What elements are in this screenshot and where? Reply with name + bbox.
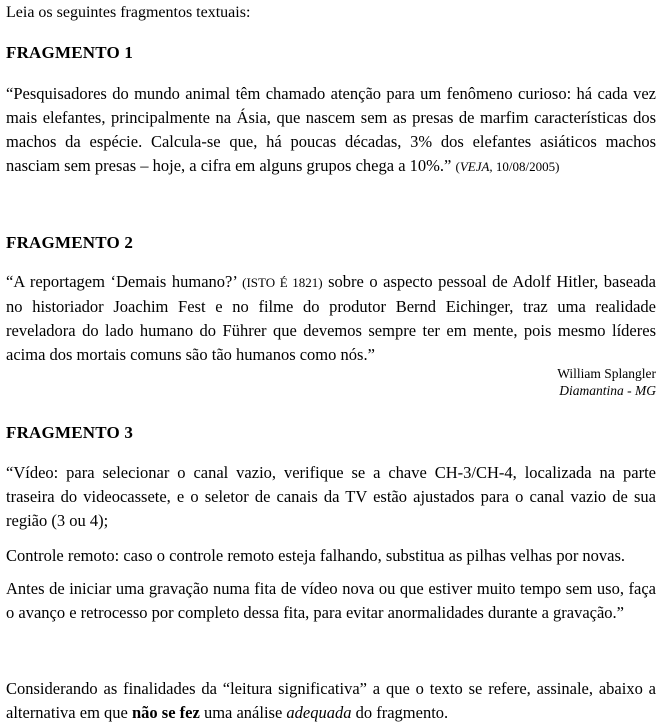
fragment-3-paragraph-3: Antes de iniciar uma gravação numa fita de vídeo nova ou que estiver muito tempo sem uso, faça o avanço e retrocesso por completo dessa fita, para evitar anormalidades durante a gravação.” xyxy=(6,579,656,622)
fragment-1-body: “Pesquisadores do mundo animal têm chamado atenção para um fenômeno curioso: há cada vez mais elefantes, principalmente na Ásia, que nascem sem as presas de marfim características dos machos da espécie. Calcula-se que, há poucas décadas, 3% dos elefantes asiáticos machos nasciam sem presas – hoje, a cifra em alguns grupos chega a 10%.” xyxy=(6,84,656,175)
fragment-1-source: (VEJA, 10/08/2005) xyxy=(455,159,560,174)
fragment-1-source-name: VEJA, xyxy=(459,159,493,174)
fragment-1-source-date: 10/08/2005) xyxy=(495,159,560,174)
question-emphasis-italic: adequada xyxy=(286,703,352,722)
fragment-3-heading: FRAGMENTO 3 xyxy=(6,423,134,442)
fragment-2-signature xyxy=(557,365,656,399)
question-emphasis-bold: não se fez xyxy=(131,703,200,722)
fragment-2-body-rest: sobre o aspecto pessoal de Adolf Hitler, baseada no historiador Joachim Fest e no filme do produtor Bernd Eichinger, traz uma realidade reveladora do lado humano do Führer que devemos sempre ter em mente, pois mesmo líderes acima dos mortais comuns são tão humanos como nós.” xyxy=(6,272,656,364)
fragment-2-body-start: “A reportagem ‘Demais humano?’ xyxy=(6,272,243,291)
fragment-1-text xyxy=(6,82,656,179)
fragment-1-heading: FRAGMENTO 1 xyxy=(6,43,134,62)
question-text xyxy=(6,677,656,725)
fragment-3-paragraph-2: Controle remoto: caso o controle remoto esteja falhando, substitua as pilhas velhas por novas. xyxy=(6,546,626,565)
fragment-2-text xyxy=(6,270,656,367)
question-part-2: uma análise xyxy=(199,703,287,722)
fragment-2-place: Diamantina - MG xyxy=(559,383,656,398)
fragment-3-paragraph-1: “Vídeo: para selecionar o canal vazio, verifique se a chave CH-3/CH-4, localizada na parte traseira do videocassete, e o seletor de canais da TV estão ajustados para o canal vazio de sua região (3 ou 4); xyxy=(6,463,656,530)
fragment-2-author: William Splangler xyxy=(557,366,656,381)
fragment-2-heading: FRAGMENTO 2 xyxy=(6,233,134,252)
question-part-3: do fragmento. xyxy=(351,703,449,722)
question-part-1: Considerando as finalidades da “leitura significativa” a que o texto se refere, assinale, abaixo a alternativa em que xyxy=(6,679,656,722)
intro-text: Leia os seguintes fragmentos textuais: xyxy=(6,4,251,21)
fragment-2-reference: (ISTO É 1821) xyxy=(242,275,323,290)
